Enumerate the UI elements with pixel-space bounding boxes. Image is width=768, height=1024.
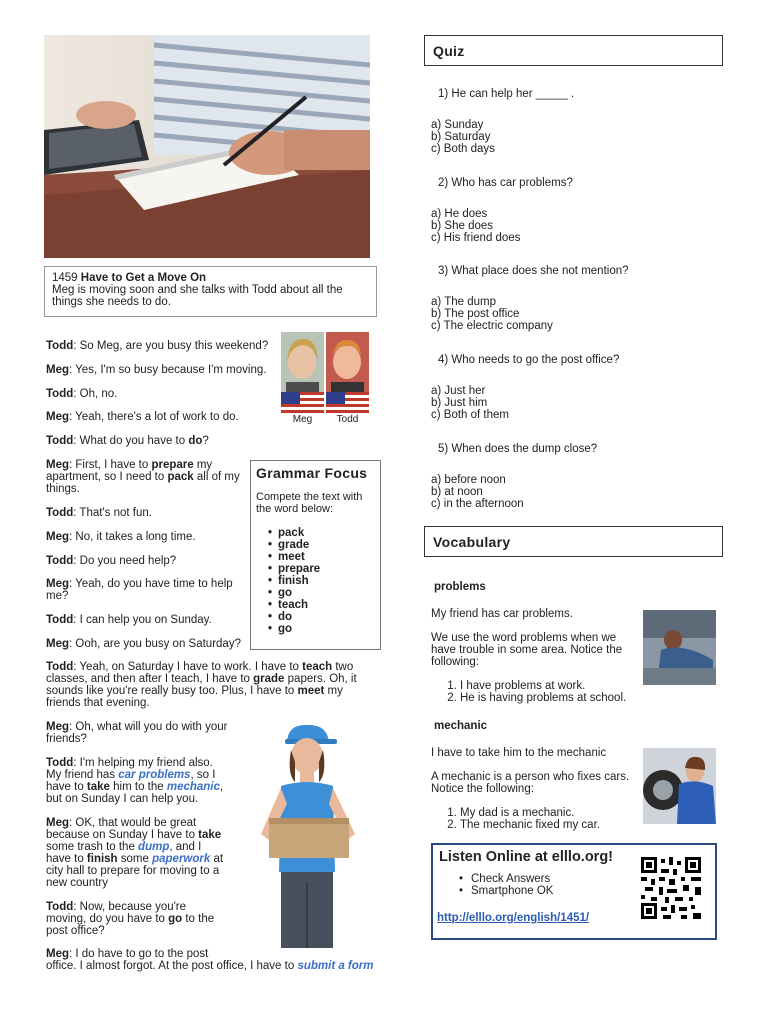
us-flag-icon <box>281 392 324 414</box>
quiz-options <box>431 119 495 155</box>
dialog-line: Meg: Yes, I'm so busy because I'm moving. <box>46 364 267 376</box>
dialog-line: Todd: I'm helping my friend also. My friend has car problems, so I have to take him to the mechanic, but on Sunday I can help you. <box>46 757 224 805</box>
avatar-label-meg: Meg <box>292 414 313 425</box>
vocab-example-list <box>431 680 626 704</box>
writing-photo <box>44 35 370 258</box>
grammar-word: • go <box>278 623 375 635</box>
vocab-example: My friend has car problems. <box>431 608 573 620</box>
quiz-option[interactable]: c) His friend does <box>431 232 521 244</box>
grammar-word-list <box>256 527 375 635</box>
us-flag-icon <box>326 392 369 414</box>
grammar-word: • pack <box>278 527 375 539</box>
quiz-option[interactable]: a) Just her <box>431 385 486 397</box>
lesson-title: Have to Get a Move On <box>80 272 207 284</box>
quiz-option[interactable]: b) at noon <box>431 486 483 498</box>
vocab-link-dump: dump <box>138 841 170 853</box>
vocab-term-mechanic: mechanic <box>434 720 488 732</box>
dialog-line: Meg: First, I have to prepare my apartment, so I need to pack all of my things. <box>46 459 240 495</box>
vocab-example-list <box>431 807 600 831</box>
quiz-question: 5) When does the dump close? <box>438 443 598 455</box>
qr-code-icon[interactable] <box>641 857 701 919</box>
listen-online-title: Listen Online at elllo.org! <box>439 849 614 865</box>
grammar-word: • finish <box>278 575 375 587</box>
quiz-options <box>431 385 509 421</box>
female-mechanic-image <box>643 748 716 824</box>
vocab-example-item: 1. I have problems at work. <box>460 680 626 692</box>
grammar-word: • teach <box>278 599 375 611</box>
grammar-word: • prepare <box>278 563 375 575</box>
quiz-option[interactable]: a) The dump <box>431 296 496 308</box>
quiz-header: Quiz <box>424 35 723 66</box>
quiz-question: 4) Who needs to go the post office? <box>438 354 620 366</box>
quiz-options <box>431 296 553 332</box>
dialog-line: Meg: Yeah, there's a lot of work to do. <box>46 411 239 423</box>
grammar-focus-title: Grammar Focus <box>256 465 368 481</box>
dialog-line: Todd: That's not fun. <box>46 507 152 519</box>
quiz-option[interactable]: c) Both of them <box>431 409 509 421</box>
grammar-word: • meet <box>278 551 375 563</box>
dialog-line: Meg: Yeah, do you have time to help me? <box>46 578 233 602</box>
listen-feature: • Check Answers <box>471 873 709 885</box>
lesson-summary: Meg is moving soon and she talks with Todd about all the things she needs to do. <box>52 284 343 308</box>
quiz-question: 1) He can help her _____ . <box>438 88 575 100</box>
quiz-question: 2) Who has car problems? <box>438 177 573 189</box>
vocab-example-item: 2. He is having problems at school. <box>460 692 626 704</box>
lesson-title-box <box>44 266 377 317</box>
vocab-link-car-problems: car problems <box>118 769 191 781</box>
quiz-option[interactable]: c) in the afternoon <box>431 498 524 510</box>
quiz-option[interactable]: c) The electric company <box>431 320 553 332</box>
woman-with-box-image <box>243 722 373 948</box>
vocab-link-mechanic: mechanic <box>166 781 220 793</box>
vocab-example-item: 1. My dad is a mechanic. <box>460 807 600 819</box>
dialog-line: Todd: What do you have to do? <box>46 435 209 447</box>
vocab-definition: We use the word problems when we have trouble in some area. Notice the following: <box>431 632 623 668</box>
vocab-example: I have to take him to the mechanic <box>431 747 607 759</box>
quiz-question: 3) What place does she not mention? <box>438 265 629 277</box>
dialog-line: Meg: No, it takes a long time. <box>46 531 196 543</box>
quiz-option[interactable]: a) Sunday <box>431 119 484 131</box>
dialog-line: Todd: Oh, no. <box>46 388 118 400</box>
vocabulary-header: Vocabulary <box>424 526 723 557</box>
grammar-instructions: Compete the text with the word below: <box>256 491 363 515</box>
speaker-photos <box>281 332 369 392</box>
dialog-line: Todd: So Meg, are you busy this weekend? <box>46 340 269 352</box>
quiz-options <box>431 474 524 510</box>
quiz-option[interactable]: a) before noon <box>431 474 506 486</box>
dialog-line: Todd: Yeah, on Saturday I have to work. I have to teach two classes, and then after I teach, I have to grade papers. Oh, it sounds like you're really busy too. Plus, I have to meet my friends that evening. <box>46 661 357 709</box>
lesson-number: 1459 <box>52 272 78 284</box>
dialog-line: Todd: I can help you on Sunday. <box>46 614 212 626</box>
grammar-word: • grade <box>278 539 375 551</box>
quiz-option[interactable]: b) The post office <box>431 308 520 320</box>
avatar-label-todd: Todd <box>336 414 359 425</box>
dialog-line: Meg: Oh, what will you do with your friends? <box>46 721 228 745</box>
grammar-word: • do <box>278 611 375 623</box>
listen-feature: • Smartphone OK <box>471 885 709 897</box>
vocab-term-problems: problems <box>434 581 486 593</box>
lesson-url-link[interactable]: http://elllo.org/english/1451/ <box>437 912 590 924</box>
quiz-option[interactable]: a) He does <box>431 208 488 220</box>
dialog-line: Meg: OK, that would be great because on Sunday I have to take some trash to the dump, and I have to finish some paperwork at city hall to prepare for moving to a new country <box>46 817 224 889</box>
dialog-line: Todd: Now, because you're moving, do you have to go to the post office? <box>46 901 215 937</box>
quiz-option[interactable]: b) She does <box>431 220 494 232</box>
quiz-option[interactable]: c) Both days <box>431 143 495 155</box>
dialog-line: Meg: Ooh, are you busy on Saturday? <box>46 638 241 650</box>
grammar-word: • go <box>278 587 375 599</box>
vocab-link-paperwork: paperwork <box>152 853 211 865</box>
vocab-link-submit-a-form: submit a form <box>297 960 374 972</box>
quiz-options <box>431 208 520 244</box>
speaker-avatars <box>281 332 369 424</box>
quiz-option[interactable]: b) Just him <box>431 397 488 409</box>
mechanic-under-car-image <box>643 610 716 685</box>
dialog-line: Todd: Do you need help? <box>46 555 177 567</box>
dialog-line: Meg: I do have to go to the post office. I almost forgot. At the post office, I have to submit a form <box>46 948 374 972</box>
quiz-option[interactable]: b) Saturday <box>431 131 491 143</box>
grammar-focus-box <box>250 460 381 650</box>
vocab-example-item: 2. The mechanic fixed my car. <box>460 819 600 831</box>
listen-online-box <box>431 843 717 940</box>
vocab-definition: A mechanic is a person who fixes cars. Notice the following: <box>431 771 630 795</box>
